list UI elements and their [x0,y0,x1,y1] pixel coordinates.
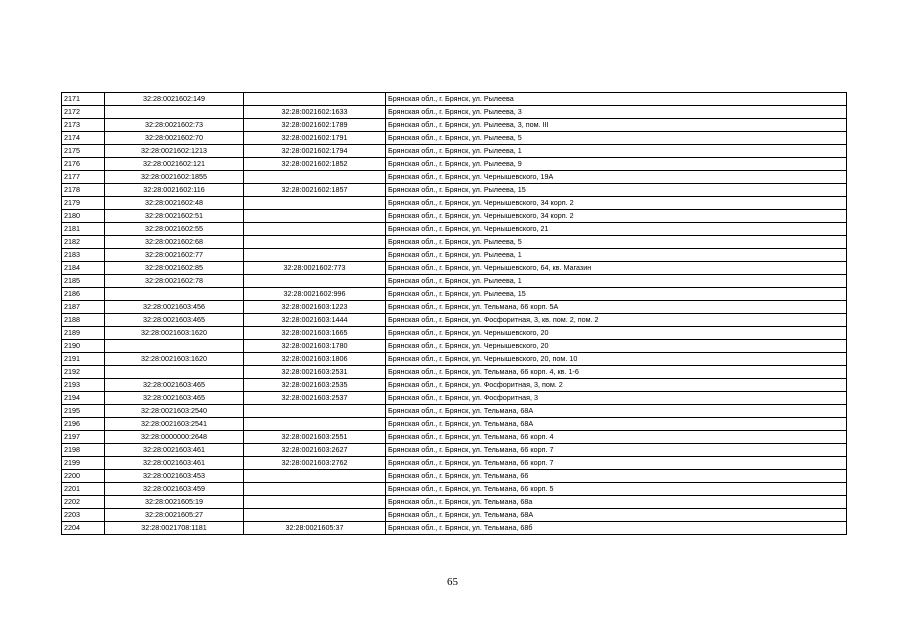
building-cadastral-number-cell: 32:28:0021603:2535 [244,379,386,392]
address-cell: Брянская обл., г. Брянск, ул. Рылеева, 3 [386,106,847,119]
row-number-cell: 2179 [62,197,105,210]
building-cadastral-number-cell [244,236,386,249]
address-cell: Брянская обл., г. Брянск, ул. Рылеева, 3, пом. III [386,119,847,132]
table-row [62,353,847,366]
building-cadastral-number-cell [244,93,386,106]
building-cadastral-number-cell [244,197,386,210]
cadastral-number-cell: 32:28:0021602:149 [105,93,244,106]
cadastral-number-cell [105,106,244,119]
cadastral-number-cell: 32:28:0021602:68 [105,236,244,249]
address-cell: Брянская обл., г. Брянск, ул. Чернышевского, 20 [386,327,847,340]
building-cadastral-number-cell [244,496,386,509]
building-cadastral-number-cell: 32:28:0021602:1794 [244,145,386,158]
building-cadastral-number-cell: 32:28:0021603:2537 [244,392,386,405]
cadastral-number-cell: 32:28:0021603:456 [105,301,244,314]
row-number-cell: 2198 [62,444,105,457]
property-registry-table [61,92,847,535]
building-cadastral-number-cell: 32:28:0021603:1444 [244,314,386,327]
building-cadastral-number-cell [244,275,386,288]
table-row [62,470,847,483]
cadastral-number-cell [105,340,244,353]
address-cell: Брянская обл., г. Брянск, ул. Чернышевского, 20 [386,340,847,353]
address-cell: Брянская обл., г. Брянск, ул. Рылеева, 1 [386,275,847,288]
building-cadastral-number-cell: 32:28:0021602:1852 [244,158,386,171]
table-row [62,392,847,405]
cadastral-number-cell: 32:28:0021602:55 [105,223,244,236]
cadastral-number-cell: 32:28:0021602:121 [105,158,244,171]
table-row [62,509,847,522]
address-cell: Брянская обл., г. Брянск, ул. Тельмана, 66 корп. 7 [386,444,847,457]
address-cell: Брянская обл., г. Брянск, ул. Чернышевского, 34 корп. 2 [386,197,847,210]
row-number-cell: 2202 [62,496,105,509]
building-cadastral-number-cell: 32:28:0021603:2551 [244,431,386,444]
cadastral-number-cell: 32:28:0021602:48 [105,197,244,210]
address-cell: Брянская обл., г. Брянск, ул. Тельмана, 68б [386,522,847,535]
address-cell: Брянская обл., г. Брянск, ул. Чернышевского, 19А [386,171,847,184]
row-number-cell: 2189 [62,327,105,340]
building-cadastral-number-cell: 32:28:0021602:1857 [244,184,386,197]
table-row [62,262,847,275]
row-number-cell: 2200 [62,470,105,483]
building-cadastral-number-cell: 32:28:0021602:1789 [244,119,386,132]
cadastral-number-cell: 32:28:0021605:19 [105,496,244,509]
row-number-cell: 2194 [62,392,105,405]
table-row [62,184,847,197]
address-cell: Брянская обл., г. Брянск, ул. Тельмана, 68А [386,509,847,522]
page-number: 65 [447,576,458,588]
building-cadastral-number-cell: 32:28:0021603:1806 [244,353,386,366]
row-number-cell: 2182 [62,236,105,249]
row-number-cell: 2177 [62,171,105,184]
table-row [62,522,847,535]
address-cell: Брянская обл., г. Брянск, ул. Тельмана, 66 корп. 4, кв. 1-6 [386,366,847,379]
row-number-cell: 2185 [62,275,105,288]
row-number-cell: 2187 [62,301,105,314]
table-row [62,93,847,106]
row-number-cell: 2203 [62,509,105,522]
cadastral-number-cell: 32:28:0021602:1213 [105,145,244,158]
address-cell: Брянская обл., г. Брянск, ул. Тельмана, 68а [386,496,847,509]
row-number-cell: 2188 [62,314,105,327]
row-number-cell: 2195 [62,405,105,418]
table-row [62,457,847,470]
address-cell: Брянская обл., г. Брянск, ул. Рылеева, 15 [386,288,847,301]
cadastral-number-cell: 32:28:0021603:465 [105,314,244,327]
address-cell: Брянская обл., г. Брянск, ул. Тельмана, 68А [386,418,847,431]
cadastral-number-cell: 32:28:0021605:27 [105,509,244,522]
cadastral-number-cell: 32:28:0021602:77 [105,249,244,262]
address-cell: Брянская обл., г. Брянск, ул. Тельмана, 66 корп. 5 [386,483,847,496]
row-number-cell: 2184 [62,262,105,275]
cadastral-number-cell: 32:28:0021603:465 [105,379,244,392]
cadastral-number-cell: 32:28:0021602:70 [105,132,244,145]
address-cell: Брянская обл., г. Брянск, ул. Тельмана, 66 корп. 7 [386,457,847,470]
table-row [62,340,847,353]
building-cadastral-number-cell: 32:28:0021602:773 [244,262,386,275]
address-cell: Брянская обл., г. Брянск, ул. Чернышевского, 34 корп. 2 [386,210,847,223]
cadastral-number-cell: 32:28:0021602:116 [105,184,244,197]
table-row [62,405,847,418]
address-cell: Брянская обл., г. Брянск, ул. Рылеева, 1 [386,145,847,158]
address-cell: Брянская обл., г. Брянск, ул. Чернышевского, 64, кв. Магазин [386,262,847,275]
table-row [62,275,847,288]
cadastral-number-cell: 32:28:0021603:453 [105,470,244,483]
row-number-cell: 2174 [62,132,105,145]
table-row [62,119,847,132]
row-number-cell: 2181 [62,223,105,236]
cadastral-number-cell: 32:28:0021602:51 [105,210,244,223]
building-cadastral-number-cell: 32:28:0021603:1780 [244,340,386,353]
cadastral-number-cell: 32:28:0021603:2541 [105,418,244,431]
table-row [62,236,847,249]
building-cadastral-number-cell [244,171,386,184]
row-number-cell: 2199 [62,457,105,470]
address-cell: Брянская обл., г. Брянск, ул. Рылеева, 9 [386,158,847,171]
table-row [62,418,847,431]
table-row [62,366,847,379]
row-number-cell: 2186 [62,288,105,301]
cadastral-number-cell: 32:28:0021603:1620 [105,353,244,366]
table-row [62,444,847,457]
address-cell: Брянская обл., г. Брянск, ул. Фосфоритная, 3, пом. 2 [386,379,847,392]
row-number-cell: 2176 [62,158,105,171]
table-row [62,106,847,119]
row-number-cell: 2191 [62,353,105,366]
row-number-cell: 2201 [62,483,105,496]
cadastral-number-cell: 32:28:0021603:461 [105,444,244,457]
table-row [62,249,847,262]
building-cadastral-number-cell [244,483,386,496]
building-cadastral-number-cell [244,210,386,223]
row-number-cell: 2183 [62,249,105,262]
building-cadastral-number-cell: 32:28:0021603:1665 [244,327,386,340]
address-cell: Брянская обл., г. Брянск, ул. Рылеева, 1 [386,249,847,262]
building-cadastral-number-cell [244,470,386,483]
address-cell: Брянская обл., г. Брянск, ул. Тельмана, 66 корп. 4 [386,431,847,444]
cadastral-number-cell: 32:28:0021602:1855 [105,171,244,184]
table-row [62,145,847,158]
cadastral-number-cell: 32:28:0021603:459 [105,483,244,496]
building-cadastral-number-cell [244,405,386,418]
row-number-cell: 2193 [62,379,105,392]
cadastral-number-cell: 32:28:0021603:465 [105,392,244,405]
address-cell: Брянская обл., г. Брянск, ул. Рылеева, 5 [386,132,847,145]
cadastral-number-cell: 32:28:0021602:78 [105,275,244,288]
cadastral-number-cell: 32:28:0021602:85 [105,262,244,275]
building-cadastral-number-cell: 32:28:0021603:2762 [244,457,386,470]
row-number-cell: 2180 [62,210,105,223]
row-number-cell: 2192 [62,366,105,379]
address-cell: Брянская обл., г. Брянск, ул. Рылеева, 15 [386,184,847,197]
table-row [62,197,847,210]
address-cell: Брянская обл., г. Брянск, ул. Фосфоритная, 3 [386,392,847,405]
row-number-cell: 2204 [62,522,105,535]
address-cell: Брянская обл., г. Брянск, ул. Чернышевского, 20, пом. 10 [386,353,847,366]
building-cadastral-number-cell: 32:28:0021603:1223 [244,301,386,314]
table-row [62,210,847,223]
row-number-cell: 2178 [62,184,105,197]
building-cadastral-number-cell [244,509,386,522]
cadastral-number-cell [105,288,244,301]
row-number-cell: 2171 [62,93,105,106]
table-row [62,483,847,496]
table-row [62,223,847,236]
cadastral-number-cell [105,366,244,379]
row-number-cell: 2196 [62,418,105,431]
address-cell: Брянская обл., г. Брянск, ул. Рылеева [386,93,847,106]
table-row [62,379,847,392]
registry-table-body [62,93,847,535]
table-row [62,288,847,301]
cadastral-number-cell: 32:28:0021603:2540 [105,405,244,418]
address-cell: Брянская обл., г. Брянск, ул. Чернышевского, 21 [386,223,847,236]
building-cadastral-number-cell: 32:28:0021602:1633 [244,106,386,119]
table-row [62,314,847,327]
building-cadastral-number-cell [244,249,386,262]
cadastral-number-cell: 32:28:0021603:461 [105,457,244,470]
building-cadastral-number-cell: 32:28:0021605:37 [244,522,386,535]
address-cell: Брянская обл., г. Брянск, ул. Тельмана, 66 [386,470,847,483]
table-row [62,171,847,184]
building-cadastral-number-cell: 32:28:0021602:996 [244,288,386,301]
row-number-cell: 2173 [62,119,105,132]
building-cadastral-number-cell: 32:28:0021602:1791 [244,132,386,145]
row-number-cell: 2190 [62,340,105,353]
row-number-cell: 2172 [62,106,105,119]
address-cell: Брянская обл., г. Брянск, ул. Тельмана, 66 корп. 5А [386,301,847,314]
address-cell: Брянская обл., г. Брянск, ул. Рылеева, 5 [386,236,847,249]
building-cadastral-number-cell: 32:28:0021603:2531 [244,366,386,379]
address-cell: Брянская обл., г. Брянск, ул. Тельмана, 68А [386,405,847,418]
address-cell: Брянская обл., г. Брянск, ул. Фосфоритная, 3, кв. пом. 2, пом. 2 [386,314,847,327]
building-cadastral-number-cell [244,223,386,236]
table-row [62,327,847,340]
cadastral-number-cell: 32:28:0021708:1181 [105,522,244,535]
table-row [62,301,847,314]
cadastral-number-cell: 32:28:0021603:1620 [105,327,244,340]
table-row [62,132,847,145]
table-row [62,431,847,444]
table-row [62,158,847,171]
table-row [62,496,847,509]
building-cadastral-number-cell [244,418,386,431]
row-number-cell: 2197 [62,431,105,444]
cadastral-number-cell: 32:28:0021602:73 [105,119,244,132]
row-number-cell: 2175 [62,145,105,158]
building-cadastral-number-cell: 32:28:0021603:2627 [244,444,386,457]
cadastral-number-cell: 32:28:0000000:2648 [105,431,244,444]
